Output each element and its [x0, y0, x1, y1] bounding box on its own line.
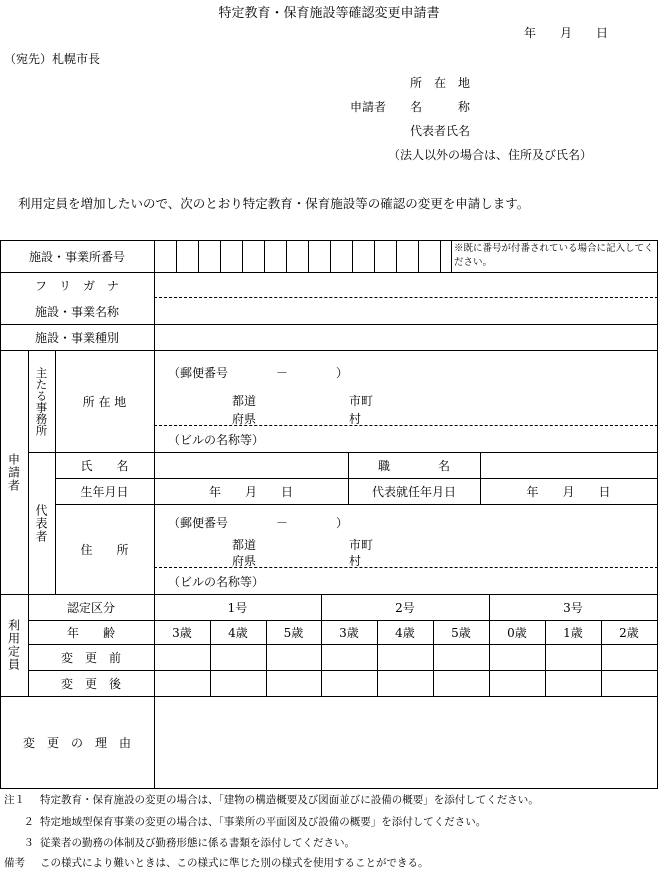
facility-number-digit-box[interactable] — [221, 241, 242, 272]
applicant-vertical-label: 申請者 — [6, 452, 21, 492]
applicant-note: （法人以外の場合は、住所及び氏名） — [388, 148, 593, 162]
capacity-before-input[interactable] — [546, 645, 601, 670]
capacity-after-input[interactable] — [378, 671, 433, 696]
age-header-cell: 4歳 — [395, 625, 415, 640]
age-header-cell: 3歳 — [172, 625, 192, 640]
office-pref-2: 府県 — [232, 412, 257, 426]
rep-pref-1: 都道 — [232, 538, 257, 552]
category-2: 2号 — [395, 600, 415, 615]
capacity-before-input[interactable] — [322, 645, 377, 670]
before-label: 変 更 前 — [60, 650, 121, 665]
facility-number-digit-box[interactable] — [375, 241, 396, 272]
facility-number-digit-box[interactable] — [177, 241, 198, 272]
capacity-before-input[interactable] — [434, 645, 489, 670]
facility-number-digit-box[interactable] — [309, 241, 330, 272]
reason-input[interactable] — [155, 697, 657, 787]
representative-label: 代表者氏名 — [410, 124, 471, 138]
office-city-2: 村 — [349, 412, 362, 426]
rep-name-input[interactable] — [155, 453, 347, 478]
appointment-date-field[interactable]: 年 月 日 — [526, 484, 611, 499]
facility-number-digit-box[interactable] — [331, 241, 352, 272]
facility-number-digit-box[interactable] — [287, 241, 308, 272]
facility-number-digit-box[interactable] — [155, 241, 176, 272]
application-statement: 利用定員を増加したいので、次のとおり特定教育・保育施設等の確認の変更を申請します。 — [18, 196, 530, 211]
applicant-label: 申請者 — [350, 100, 387, 114]
applicant-name-label: 名 称 — [410, 100, 471, 114]
rep-city-1: 市町 — [349, 538, 374, 552]
category-label: 認定区分 — [66, 600, 115, 615]
note-2: ２ 特定地域型保育事業の変更の場合は、「事業所の平面図及び設備の概要」を添付してください。 — [23, 816, 487, 828]
birth-date-field[interactable]: 年 月 日 — [208, 484, 293, 499]
rep-postal: （郵便番号 － ） — [168, 516, 349, 530]
facility-number-digit-box[interactable] — [265, 241, 286, 272]
rep-pref-2: 府県 — [232, 554, 257, 568]
capacity-before-input[interactable] — [155, 645, 210, 670]
age-header-cell: 5歳 — [283, 625, 304, 640]
capacity-after-input[interactable] — [211, 671, 266, 696]
facility-type-label: 施設・事業種別 — [34, 330, 119, 345]
facility-number-digit-box[interactable] — [441, 241, 451, 272]
age-header-cell: 5歳 — [451, 625, 471, 640]
addressee: （宛先）札幌市長 — [4, 52, 101, 66]
facility-number-digit-box[interactable] — [353, 241, 374, 272]
main-office-vertical-label: 主たる事務所 — [34, 366, 49, 436]
capacity-after-input[interactable] — [546, 671, 601, 696]
facility-number-digit-box[interactable] — [397, 241, 418, 272]
age-header-cell: 3歳 — [339, 625, 359, 640]
capacity-after-input[interactable] — [490, 671, 545, 696]
capacity-before-input[interactable] — [602, 645, 657, 670]
appointment-date-label: 代表就任年月日 — [371, 484, 456, 499]
date-field: 年 月 日 — [524, 26, 609, 40]
office-address-label: 所 在 地 — [82, 394, 127, 409]
capacity-before-input[interactable] — [267, 645, 321, 670]
age-header-cell: 2歳 — [619, 625, 639, 640]
capacity-after-input[interactable] — [434, 671, 489, 696]
office-building: （ビルの名称等） — [168, 433, 265, 447]
facility-number-digit-box[interactable] — [199, 241, 220, 272]
rep-name-label: 氏 名 — [80, 458, 129, 473]
category-3: 3号 — [563, 600, 583, 615]
rep-city-2: 村 — [349, 554, 362, 568]
capacity-after-input[interactable] — [602, 671, 657, 696]
office-postal: （郵便番号 － ） — [168, 366, 349, 380]
age-header-cell: 4歳 — [228, 625, 248, 640]
capacity-before-input[interactable] — [378, 645, 433, 670]
position-label: 職 名 — [377, 458, 450, 473]
position-input[interactable] — [481, 453, 657, 478]
facility-type-input[interactable] — [155, 325, 657, 350]
facility-name-label: 施設・事業名称 — [34, 304, 119, 319]
capacity-after-input[interactable] — [322, 671, 377, 696]
reason-label: 変 更 の 理 由 — [22, 735, 131, 750]
capacity-before-input[interactable] — [490, 645, 545, 670]
age-header-cell: 1歳 — [563, 625, 583, 640]
capacity-before-input[interactable] — [211, 645, 266, 670]
applicant-address-label: 所 在 地 — [410, 76, 471, 90]
office-pref-1: 都道 — [232, 394, 257, 408]
facility-name-input[interactable] — [155, 299, 657, 324]
facility-number-label: 施設・事業所番号 — [28, 249, 125, 264]
after-label: 変 更 後 — [60, 676, 121, 691]
furigana-label: フ リ ガ ナ — [34, 278, 119, 293]
facility-number-digit-box[interactable] — [243, 241, 264, 272]
note-3: ３ 従業者の勤務の体制及び勤務形態に係る書類を添付してください。 — [23, 837, 355, 849]
rep-address-label: 住 所 — [80, 542, 129, 557]
page-title: 特定教育・保育施設等確認変更申請書 — [218, 6, 440, 21]
note-remarks: 備考 この様式により難いときは、この様式に準じた別の様式を使用することができる。 — [4, 857, 429, 869]
application-form-table — [0, 240, 658, 788]
rep-building: （ビルの名称等） — [168, 575, 265, 589]
category-1: 1号 — [227, 600, 248, 615]
furigana-input[interactable] — [155, 273, 657, 297]
note-1: 注１ 特定教育・保育施設の変更の場合は、「建物の構造概要及び図面並びに設備の概要」を添付してください。 — [4, 794, 539, 806]
capacity-after-input[interactable] — [155, 671, 210, 696]
age-header-cell: 0歳 — [507, 625, 527, 640]
representative-vertical-label: 代表者 — [34, 503, 48, 543]
birth-date-label: 生年月日 — [80, 484, 129, 499]
capacity-after-input[interactable] — [267, 671, 321, 696]
age-label: 年 齢 — [66, 625, 115, 640]
office-city-1: 市町 — [349, 394, 374, 408]
facility-number-note: ※既に番号が付番されている場合に記入してください。 — [454, 243, 654, 268]
facility-number-digit-box[interactable] — [419, 241, 440, 272]
capacity-vertical-label: 利用定員 — [6, 619, 21, 671]
